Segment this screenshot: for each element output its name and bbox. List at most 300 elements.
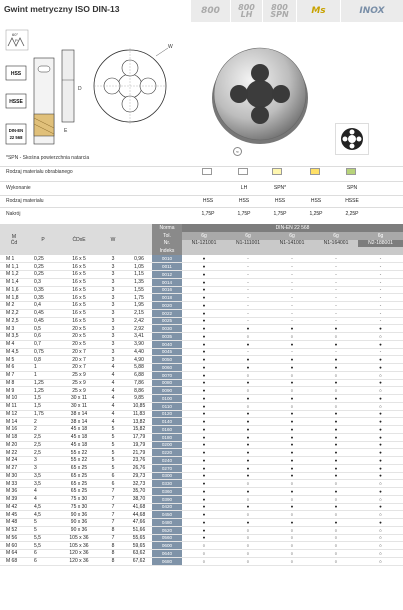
cell-pitch: 0,25 [28,263,58,271]
cell-drill: 67,62 [126,557,152,565]
cell-size: M 16 [0,426,28,434]
din-label-a: DIN-EN [8,128,24,133]
cell-800-spn: ○ [270,387,314,395]
cell-pitch: 1,75 [28,410,58,418]
cell-800-spn: ● [270,472,314,480]
cell-drill: 21,79 [126,449,152,457]
cell-800: ● [182,526,226,534]
cell-w: 5 [100,449,126,457]
cell-size: M 52 [0,526,28,534]
cell-index: 0045 [152,348,182,356]
cell-800-spn: ● [270,441,314,449]
cell-800-spn: ● [270,395,314,403]
cell-index: 0025 [152,317,182,325]
cell-dxe: 20 x 7 [58,348,100,356]
cell-index: 0220 [152,449,182,457]
cell-size: M 2,2 [0,309,28,317]
tol-value: 6g [270,232,314,240]
cell-drill: 1,05 [126,263,152,271]
cell-800-spn: ○ [270,526,314,534]
cell-dxe: 65 x 25 [58,488,100,496]
cell-800: ● [182,325,226,333]
cell-800-spn: ● [270,356,314,364]
cell-w: 7 [100,488,126,496]
cell-ms: ● [314,457,358,465]
cell-ms: - [314,271,358,279]
cell-size: M 42 [0,503,28,511]
cell-inox: ● [358,426,403,434]
cell-size: M 10 [0,395,28,403]
cell-pitch: 2,5 [28,449,58,457]
prop-value: HSSE [345,198,359,204]
col-header-w: W [100,224,126,255]
cell-w: 5 [100,441,126,449]
cell-800-spn: - [270,309,314,317]
prop-value: 1,75P [273,211,287,217]
cell-dxe: 16 x 5 [58,302,100,310]
cell-size: M 4 [0,340,28,348]
cell-800-lh: - [226,263,270,271]
cell-drill: 7,86 [126,379,152,387]
table-row [0,271,403,279]
cell-size: M 27 [0,464,28,472]
cell-800-lh: ○ [226,333,270,341]
cell-ms: - [314,348,358,356]
cell-800: ● [182,371,226,379]
cell-inox: ● [358,457,403,465]
cell-w: 3 [100,302,126,310]
cell-size: M 64 [0,550,28,558]
cell-pitch: 2,5 [28,441,58,449]
cell-ms: ● [314,395,358,403]
cell-800: ● [182,433,226,441]
cell-index: 0240 [152,457,182,465]
cell-drill: 38,70 [126,495,152,503]
cell-index: 0020 [152,302,182,310]
table-row [0,340,403,348]
cell-800-spn: ● [270,464,314,472]
cell-dxe: 120 x 36 [58,557,100,565]
cell-800-lh: - [226,309,270,317]
cell-index: 0050 [152,356,182,364]
cell-ms: ○ [314,511,358,519]
cell-800-spn: - [270,348,314,356]
cell-index: 0300 [152,472,182,480]
table-row [0,387,403,395]
cell-800: ● [182,278,226,286]
table-row [0,286,403,294]
nr-value: N1-121001 [182,240,226,248]
table-row [0,278,403,286]
cell-w: 3 [100,286,126,294]
cell-drill: 17,79 [126,433,152,441]
cell-w: 8 [100,542,126,550]
table-row [0,418,403,426]
cell-dxe: 30 x 11 [58,395,100,403]
cell-800-lh: ● [226,379,270,387]
badge-lh-icon [238,168,248,175]
cell-800-lh: ● [226,418,270,426]
cell-ms: ● [314,441,358,449]
cell-800-spn: - [270,294,314,302]
prop-value: 2,25P [345,211,359,217]
cell-800: ● [182,519,226,527]
cell-index: 0640 [152,550,182,558]
cell-inox: ○ [358,557,403,565]
table-row [0,426,403,434]
cell-dxe: 75 x 30 [58,503,100,511]
cell-800-lh: - [226,348,270,356]
cell-index: 0600 [152,542,182,550]
cell-800: ○ [182,557,226,565]
cell-800-lh: ● [226,449,270,457]
cell-800-spn: ● [270,488,314,496]
cell-800-lh: - [226,271,270,279]
cell-index: 0200 [152,441,182,449]
cell-size: M 2 [0,302,28,310]
cell-pitch: 0,45 [28,317,58,325]
cell-800-lh: ○ [226,371,270,379]
cell-size: M 12 [0,410,28,418]
cell-index: 0012 [152,271,182,279]
cell-drill: 2,42 [126,317,152,325]
cell-drill: 15,82 [126,426,152,434]
cell-w: 3 [100,294,126,302]
cell-inox: ○ [358,387,403,395]
cell-size: M 39 [0,495,28,503]
cell-size: M 14 [0,418,28,426]
cell-dxe: 45 x 18 [58,441,100,449]
cell-800-lh: ● [226,457,270,465]
cell-drill: 35,70 [126,488,152,496]
cell-800-lh: ● [226,426,270,434]
tol-label: Tol. [152,232,182,240]
cell-ms: ○ [314,333,358,341]
cell-800-lh: - [226,255,270,263]
cell-pitch: 0,7 [28,340,58,348]
cell-size: M 20 [0,441,28,449]
cell-index: 0420 [152,503,182,511]
cell-inox: - [358,286,403,294]
cell-dxe: 20 x 7 [58,364,100,372]
cell-size: M 1,1 [0,263,28,271]
cell-inox: ● [358,433,403,441]
cell-w: 3 [100,348,126,356]
prop-value: 1,75P [201,211,215,217]
legend-note: *SPN - Skośna powierzchnia natarcia [6,155,90,161]
cell-ms: ○ [314,480,358,488]
cell-inox: ● [358,472,403,480]
grade-header-inox: INOX [340,0,403,22]
cell-inox: ● [358,325,403,333]
cell-ms: - [314,309,358,317]
nr-value: N2-188001 [358,240,403,248]
cell-size: M 4,5 [0,348,28,356]
cell-800-spn: ● [270,503,314,511]
cell-800: ● [182,472,226,480]
cell-w: 7 [100,511,126,519]
prop-value: HSS [310,198,322,204]
table-row [0,495,403,503]
cell-drill: 2,92 [126,325,152,333]
cell-w: 4 [100,395,126,403]
table-row [0,309,403,317]
cell-inox: - [358,255,403,263]
table-row [0,542,403,550]
cell-size: M 30 [0,472,28,480]
cell-800-lh: ● [226,488,270,496]
cell-800: ● [182,364,226,372]
tol-value: 6g [314,232,358,240]
cell-pitch: 0,25 [28,255,58,263]
cell-size: M 6 [0,364,28,372]
divider [0,207,403,208]
cell-pitch: 3 [28,457,58,465]
cell-pitch: 0,45 [28,309,58,317]
cell-inox: ○ [358,511,403,519]
cell-pitch: 0,8 [28,356,58,364]
cell-drill: 10,85 [126,402,152,410]
cell-index: 0018 [152,294,182,302]
cell-ms: ● [314,433,358,441]
cell-inox: - [358,294,403,302]
cell-pitch: 5 [28,526,58,534]
cell-800: ● [182,356,226,364]
cell-800: ● [182,255,226,263]
die-technical-drawing [60,40,190,140]
nr-value: N1-164001 [314,240,358,248]
table-row [0,294,403,302]
cell-pitch: 0,5 [28,325,58,333]
col-header-blank [126,224,152,255]
cell-800-spn: ○ [270,534,314,542]
cell-pitch: 5,5 [28,542,58,550]
cell-index: 0090 [152,387,182,395]
cell-pitch: 6 [28,557,58,565]
cell-800-lh: ○ [226,534,270,542]
cell-800-lh: ○ [226,526,270,534]
cell-index: 0520 [152,526,182,534]
cell-index: 0035 [152,333,182,341]
grade-header-800: 800 [190,0,230,22]
badge-hss-icon [202,168,212,175]
cell-drill: 1,35 [126,278,152,286]
cell-800-lh: ● [226,433,270,441]
cell-800-lh: - [226,286,270,294]
thread-profile-diagram [4,28,64,148]
prop-label-material-worked: Rodzaj materiału obrabianego [6,169,73,175]
cell-pitch: 0,25 [28,271,58,279]
cell-800: ● [182,379,226,387]
cell-ms: ○ [314,526,358,534]
table-row [0,511,403,519]
table-row [0,433,403,441]
cell-800-lh: ● [226,519,270,527]
cell-index: 0450 [152,511,182,519]
din-label-b: 22 568 [9,135,23,140]
cell-dxe: 16 x 5 [58,317,100,325]
prop-value: 1,25P [309,211,323,217]
cell-inox: - [358,302,403,310]
cell-dxe: 16 x 5 [58,271,100,279]
cell-inox: ● [358,488,403,496]
cell-inox: ● [358,449,403,457]
cell-w: 3 [100,278,126,286]
divider [0,166,403,167]
cell-w: 5 [100,426,126,434]
cell-dxe: 75 x 30 [58,495,100,503]
cell-drill: 13,82 [126,418,152,426]
e-label: E [64,128,68,134]
cell-size: M 45 [0,511,28,519]
cell-drill: 23,76 [126,457,152,465]
cell-800: ● [182,395,226,403]
cell-pitch: 6 [28,550,58,558]
prop-label-chamfer: Nakrój [6,211,21,217]
cell-index: 0070 [152,371,182,379]
cell-ms: ○ [314,550,358,558]
table-row [0,255,403,263]
cell-pitch: 4,5 [28,503,58,511]
cell-800: ● [182,418,226,426]
badge-ms-icon [310,168,320,175]
cell-size: M 7 [0,371,28,379]
nr-value: N1-111001 [226,240,270,248]
cell-ms: ● [314,472,358,480]
cell-dxe: 16 x 5 [58,278,100,286]
cell-size: M 24 [0,457,28,465]
cell-dxe: 45 x 18 [58,426,100,434]
cell-800-lh: ● [226,364,270,372]
cell-drill: 3,41 [126,333,152,341]
cell-drill: 4,90 [126,356,152,364]
cell-w: 3 [100,309,126,317]
table-row [0,317,403,325]
table-row [0,464,403,472]
cell-800: ● [182,441,226,449]
cell-dxe: 38 x 14 [58,418,100,426]
cell-800-lh: ● [226,410,270,418]
cell-800: ● [182,464,226,472]
cell-inox: ○ [358,526,403,534]
cell-index: 0014 [152,278,182,286]
cell-pitch: 4,5 [28,511,58,519]
cell-800-lh: ○ [226,557,270,565]
cell-inox: ● [358,395,403,403]
cell-w: 4 [100,410,126,418]
cell-pitch: 1,25 [28,387,58,395]
cell-800: ● [182,294,226,302]
cell-ms: - [314,255,358,263]
cell-pitch: 2 [28,418,58,426]
cell-ms: ● [314,340,358,348]
cell-800-lh: ○ [226,495,270,503]
cell-800-spn: ● [270,418,314,426]
cell-800-lh: ● [226,340,270,348]
w-label: W [168,44,173,50]
grade-header-800-spn: 800 SPN [262,0,296,22]
pitch-label: P [15,38,18,43]
cell-ms: ● [314,519,358,527]
cell-w: 3 [100,317,126,325]
cell-drill: 26,76 [126,464,152,472]
cell-800: ● [182,286,226,294]
cell-size: M 2,5 [0,317,28,325]
cell-w: 8 [100,526,126,534]
cell-index: 0030 [152,325,182,333]
cell-size: M 1 [0,255,28,263]
table-row [0,557,403,565]
page-title: Gwint metryczny ISO DIN-13 [4,4,120,14]
cell-800: ○ [182,550,226,558]
cell-inox: ● [358,410,403,418]
cell-index: 0560 [152,534,182,542]
cell-drill: 63,62 [126,550,152,558]
cell-pitch: 1 [28,371,58,379]
table-row [0,302,403,310]
cell-drill: 44,68 [126,511,152,519]
cell-index: 0270 [152,464,182,472]
cell-ms: ● [314,449,358,457]
cell-800-spn: - [270,255,314,263]
prop-value: HSS [274,198,286,204]
cell-size: M 22 [0,449,28,457]
cell-dxe: 120 x 36 [58,550,100,558]
cell-index: 0480 [152,519,182,527]
cell-pitch: 0,35 [28,294,58,302]
cell-pitch: 0,3 [28,278,58,286]
cell-w: 7 [100,495,126,503]
cell-pitch: 1 [28,364,58,372]
cell-ms: - [314,317,358,325]
cell-size: M 11 [0,402,28,410]
cell-800-spn: - [270,278,314,286]
cell-index: 0160 [152,426,182,434]
norma-value: DIN-EN 22 568 [182,224,403,232]
cell-800: ● [182,333,226,341]
cell-drill: 9,85 [126,395,152,403]
cell-dxe: 105 x 36 [58,534,100,542]
cell-drill: 0,96 [126,255,152,263]
cell-pitch: 4 [28,488,58,496]
cell-800-spn: ● [270,433,314,441]
cell-index: 0040 [152,340,182,348]
cell-800-spn: ○ [270,495,314,503]
cell-inox: ● [358,441,403,449]
cell-dxe: 90 x 36 [58,519,100,527]
cell-size: M 3 [0,325,28,333]
cell-inox: ○ [358,371,403,379]
cell-dxe: 16 x 5 [58,263,100,271]
table-row [0,348,403,356]
cell-w: 4 [100,371,126,379]
cell-pitch: 2,5 [28,433,58,441]
cell-dxe: 65 x 25 [58,464,100,472]
cell-w: 8 [100,557,126,565]
cell-ms: ● [314,488,358,496]
cell-ms: ● [314,379,358,387]
badge-spn-icon [272,168,282,175]
cell-dxe: 20 x 5 [58,333,100,341]
cell-inox: - [358,271,403,279]
cell-index: 0060 [152,364,182,372]
cell-inox: ● [358,379,403,387]
prop-label-execution: Wykonanie [6,185,31,191]
cell-drill: 55,65 [126,534,152,542]
table-row [0,333,403,341]
cell-pitch: 4 [28,495,58,503]
cell-w: 3 [100,255,126,263]
